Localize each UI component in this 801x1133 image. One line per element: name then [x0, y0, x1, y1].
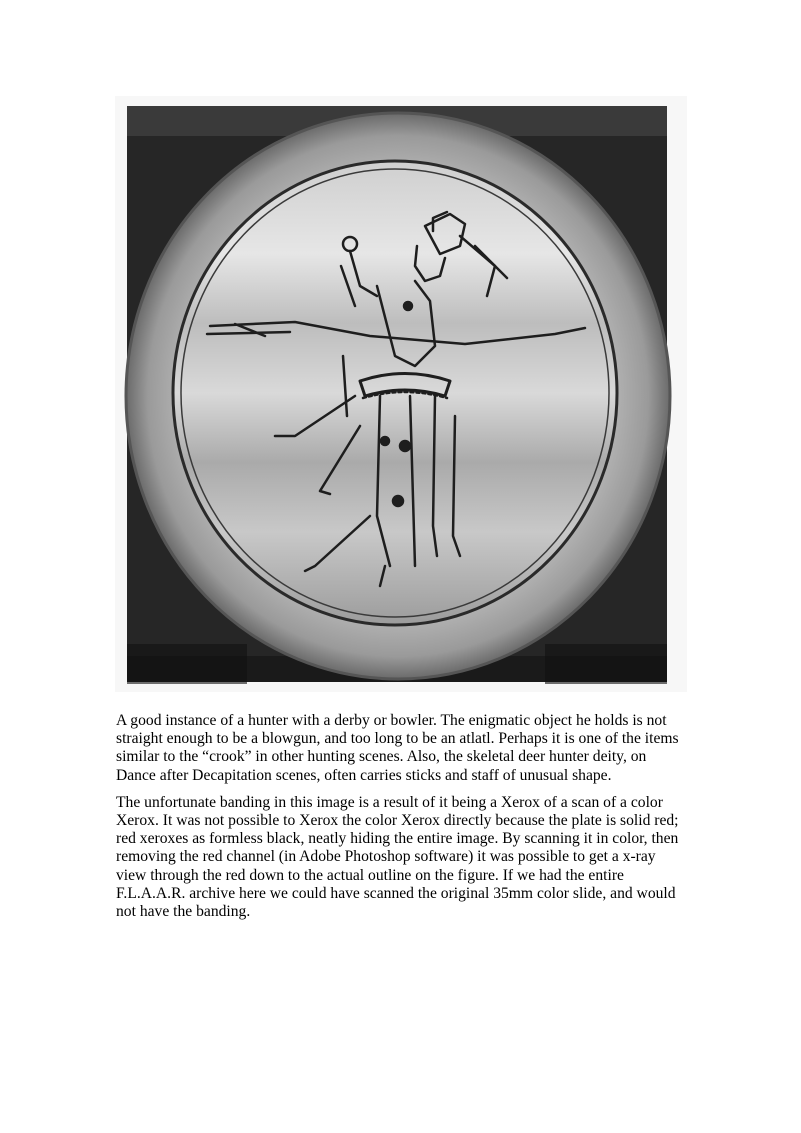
plate-image-icon	[115, 96, 687, 692]
caption-paragraph-1: A good instance of a hunter with a derby or bowler. The enigmatic object he holds is not straight enough to be a blowgun, and too long to be an atlatl. Perhaps it is one of the items similar to the “crook” in other hunting scenes. Also, the skeletal deer hunter deity, on Dance after Decapitation scenes, often carries sticks and staff of unusual shape.	[116, 712, 679, 784]
plate-photo	[115, 96, 687, 692]
caption-text	[116, 712, 688, 930]
caption-paragraph-2: The unfortunate banding in this image is a result of it being a Xerox of a scan of a color Xerox. It was not possible to Xerox the color Xerox directly because the plate is solid red; red xeroxes as formless black, neatly hiding the entire image. By scanning it in color, then removing the red channel (in Adobe Photoshop software) it was possible to get a x-ray view through the red down to the actual outline on the figure. If we had the entire F.L.A.A.R. archive here we could have scanned the original 35mm color slide, and would not have the banding.	[116, 793, 679, 921]
